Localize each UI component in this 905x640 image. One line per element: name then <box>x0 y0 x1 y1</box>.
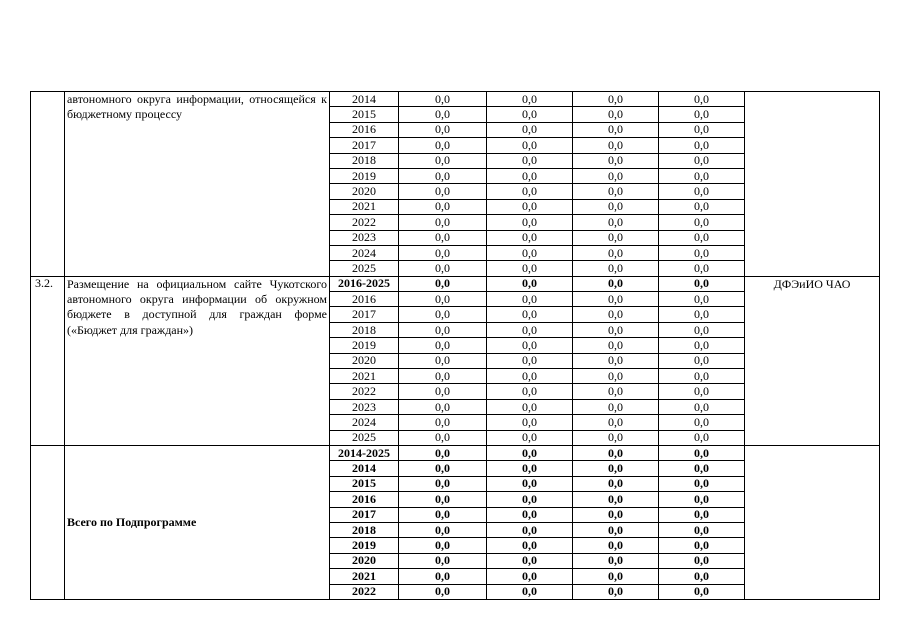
value-cell: 0,0 <box>487 445 573 460</box>
value-cell: 0,0 <box>487 153 573 168</box>
value-cell: 0,0 <box>573 199 659 214</box>
value-cell: 0,0 <box>573 215 659 230</box>
value-cell: 0,0 <box>659 538 745 553</box>
value-cell: 0,0 <box>487 107 573 122</box>
value-cell: 0,0 <box>399 569 487 584</box>
value-cell: 0,0 <box>573 122 659 137</box>
value-cell: 0,0 <box>487 415 573 430</box>
value-cell: 0,0 <box>659 138 745 153</box>
value-cell: 0,0 <box>573 399 659 414</box>
year-cell: 2017 <box>330 138 399 153</box>
year-cell: 2016 <box>330 122 399 137</box>
year-cell: 2014-2025 <box>330 445 399 460</box>
item-description: автономного округа информации, относящейся к бюджетному процессу <box>65 92 330 277</box>
value-cell: 0,0 <box>399 92 487 107</box>
value-cell: 0,0 <box>659 168 745 183</box>
value-cell: 0,0 <box>659 199 745 214</box>
value-cell: 0,0 <box>659 384 745 399</box>
value-cell: 0,0 <box>573 338 659 353</box>
year-cell: 2014 <box>330 92 399 107</box>
executor <box>745 445 880 599</box>
value-cell: 0,0 <box>573 353 659 368</box>
value-cell: 0,0 <box>487 430 573 445</box>
value-cell: 0,0 <box>399 507 487 522</box>
value-cell: 0,0 <box>573 276 659 291</box>
value-cell: 0,0 <box>659 307 745 322</box>
year-cell: 2016-2025 <box>330 276 399 291</box>
year-cell: 2017 <box>330 307 399 322</box>
value-cell: 0,0 <box>659 476 745 491</box>
value-cell: 0,0 <box>487 476 573 491</box>
value-cell: 0,0 <box>573 261 659 276</box>
value-cell: 0,0 <box>487 507 573 522</box>
value-cell: 0,0 <box>573 492 659 507</box>
value-cell: 0,0 <box>487 369 573 384</box>
value-cell: 0,0 <box>399 369 487 384</box>
value-cell: 0,0 <box>399 122 487 137</box>
value-cell: 0,0 <box>573 322 659 337</box>
value-cell: 0,0 <box>487 199 573 214</box>
value-cell: 0,0 <box>659 415 745 430</box>
value-cell: 0,0 <box>487 492 573 507</box>
value-cell: 0,0 <box>399 199 487 214</box>
value-cell: 0,0 <box>487 261 573 276</box>
value-cell: 0,0 <box>573 522 659 537</box>
year-cell: 2014 <box>330 461 399 476</box>
value-cell: 0,0 <box>399 168 487 183</box>
year-cell: 2023 <box>330 230 399 245</box>
budget-table <box>30 91 880 600</box>
value-cell: 0,0 <box>659 445 745 460</box>
year-cell: 2019 <box>330 338 399 353</box>
value-cell: 0,0 <box>399 215 487 230</box>
value-cell: 0,0 <box>573 107 659 122</box>
value-cell: 0,0 <box>399 430 487 445</box>
value-cell: 0,0 <box>659 215 745 230</box>
year-cell: 2015 <box>330 476 399 491</box>
value-cell: 0,0 <box>487 215 573 230</box>
value-cell: 0,0 <box>659 369 745 384</box>
value-cell: 0,0 <box>399 107 487 122</box>
value-cell: 0,0 <box>659 569 745 584</box>
value-cell: 0,0 <box>487 168 573 183</box>
value-cell: 0,0 <box>659 553 745 568</box>
year-cell: 2024 <box>330 415 399 430</box>
value-cell: 0,0 <box>573 415 659 430</box>
value-cell: 0,0 <box>659 507 745 522</box>
year-cell: 2022 <box>330 584 399 599</box>
value-cell: 0,0 <box>573 445 659 460</box>
value-cell: 0,0 <box>659 122 745 137</box>
value-cell: 0,0 <box>399 230 487 245</box>
year-cell: 2018 <box>330 522 399 537</box>
executor: ДФЭиИО ЧАО <box>745 276 880 445</box>
year-cell: 2020 <box>330 553 399 568</box>
value-cell: 0,0 <box>659 338 745 353</box>
value-cell: 0,0 <box>573 153 659 168</box>
year-cell: 2022 <box>330 384 399 399</box>
value-cell: 0,0 <box>573 184 659 199</box>
value-cell: 0,0 <box>399 553 487 568</box>
value-cell: 0,0 <box>399 261 487 276</box>
value-cell: 0,0 <box>573 430 659 445</box>
value-cell: 0,0 <box>659 430 745 445</box>
table-row <box>31 445 880 460</box>
value-cell: 0,0 <box>399 184 487 199</box>
year-cell: 2020 <box>330 184 399 199</box>
year-cell: 2021 <box>330 199 399 214</box>
value-cell: 0,0 <box>487 322 573 337</box>
value-cell: 0,0 <box>399 353 487 368</box>
value-cell: 0,0 <box>573 461 659 476</box>
item-description: Всего по Подпрограмме <box>65 445 330 599</box>
value-cell: 0,0 <box>487 399 573 414</box>
value-cell: 0,0 <box>659 461 745 476</box>
value-cell: 0,0 <box>399 538 487 553</box>
value-cell: 0,0 <box>399 476 487 491</box>
year-cell: 2025 <box>330 430 399 445</box>
value-cell: 0,0 <box>659 399 745 414</box>
value-cell: 0,0 <box>659 107 745 122</box>
value-cell: 0,0 <box>573 292 659 307</box>
value-cell: 0,0 <box>573 138 659 153</box>
value-cell: 0,0 <box>487 276 573 291</box>
value-cell: 0,0 <box>659 153 745 168</box>
value-cell: 0,0 <box>573 307 659 322</box>
value-cell: 0,0 <box>399 276 487 291</box>
value-cell: 0,0 <box>487 184 573 199</box>
value-cell: 0,0 <box>659 184 745 199</box>
value-cell: 0,0 <box>399 292 487 307</box>
year-cell: 2019 <box>330 168 399 183</box>
value-cell: 0,0 <box>659 245 745 260</box>
value-cell: 0,0 <box>487 353 573 368</box>
year-cell: 2023 <box>330 399 399 414</box>
value-cell: 0,0 <box>399 522 487 537</box>
value-cell: 0,0 <box>487 245 573 260</box>
value-cell: 0,0 <box>573 569 659 584</box>
executor <box>745 92 880 277</box>
value-cell: 0,0 <box>659 261 745 276</box>
value-cell: 0,0 <box>399 399 487 414</box>
value-cell: 0,0 <box>573 245 659 260</box>
value-cell: 0,0 <box>487 92 573 107</box>
value-cell: 0,0 <box>487 522 573 537</box>
value-cell: 0,0 <box>399 415 487 430</box>
value-cell: 0,0 <box>659 276 745 291</box>
value-cell: 0,0 <box>573 538 659 553</box>
year-cell: 2025 <box>330 261 399 276</box>
value-cell: 0,0 <box>573 168 659 183</box>
year-cell: 2021 <box>330 569 399 584</box>
item-description: Размещение на официальном сайте Чукотского автономного округа информации об окружном бюджете в доступной для граждан форме («Бюджет для граждан») <box>65 276 330 445</box>
year-cell: 2021 <box>330 369 399 384</box>
year-cell: 2017 <box>330 507 399 522</box>
table-row <box>31 92 880 107</box>
year-cell: 2018 <box>330 322 399 337</box>
value-cell: 0,0 <box>487 138 573 153</box>
table-body <box>31 92 880 600</box>
value-cell: 0,0 <box>573 476 659 491</box>
value-cell: 0,0 <box>487 292 573 307</box>
value-cell: 0,0 <box>659 92 745 107</box>
item-number: 3.2. <box>31 276 65 445</box>
value-cell: 0,0 <box>487 569 573 584</box>
value-cell: 0,0 <box>399 445 487 460</box>
value-cell: 0,0 <box>487 230 573 245</box>
value-cell: 0,0 <box>659 492 745 507</box>
value-cell: 0,0 <box>399 307 487 322</box>
year-cell: 2020 <box>330 353 399 368</box>
value-cell: 0,0 <box>573 92 659 107</box>
value-cell: 0,0 <box>659 322 745 337</box>
item-number <box>31 92 65 277</box>
year-cell: 2015 <box>330 107 399 122</box>
value-cell: 0,0 <box>399 338 487 353</box>
year-cell: 2018 <box>330 153 399 168</box>
table-row <box>31 276 880 291</box>
value-cell: 0,0 <box>487 461 573 476</box>
value-cell: 0,0 <box>399 245 487 260</box>
value-cell: 0,0 <box>399 461 487 476</box>
value-cell: 0,0 <box>399 138 487 153</box>
value-cell: 0,0 <box>399 384 487 399</box>
value-cell: 0,0 <box>399 584 487 599</box>
value-cell: 0,0 <box>399 153 487 168</box>
value-cell: 0,0 <box>659 584 745 599</box>
value-cell: 0,0 <box>659 230 745 245</box>
value-cell: 0,0 <box>487 553 573 568</box>
value-cell: 0,0 <box>659 353 745 368</box>
value-cell: 0,0 <box>573 369 659 384</box>
value-cell: 0,0 <box>573 230 659 245</box>
value-cell: 0,0 <box>573 584 659 599</box>
value-cell: 0,0 <box>487 384 573 399</box>
year-cell: 2016 <box>330 292 399 307</box>
item-number <box>31 445 65 599</box>
value-cell: 0,0 <box>399 322 487 337</box>
value-cell: 0,0 <box>487 122 573 137</box>
year-cell: 2022 <box>330 215 399 230</box>
year-cell: 2024 <box>330 245 399 260</box>
value-cell: 0,0 <box>659 292 745 307</box>
value-cell: 0,0 <box>487 584 573 599</box>
year-cell: 2016 <box>330 492 399 507</box>
year-cell: 2019 <box>330 538 399 553</box>
value-cell: 0,0 <box>573 384 659 399</box>
value-cell: 0,0 <box>487 538 573 553</box>
value-cell: 0,0 <box>573 507 659 522</box>
value-cell: 0,0 <box>573 553 659 568</box>
value-cell: 0,0 <box>399 492 487 507</box>
value-cell: 0,0 <box>487 307 573 322</box>
value-cell: 0,0 <box>487 338 573 353</box>
value-cell: 0,0 <box>659 522 745 537</box>
